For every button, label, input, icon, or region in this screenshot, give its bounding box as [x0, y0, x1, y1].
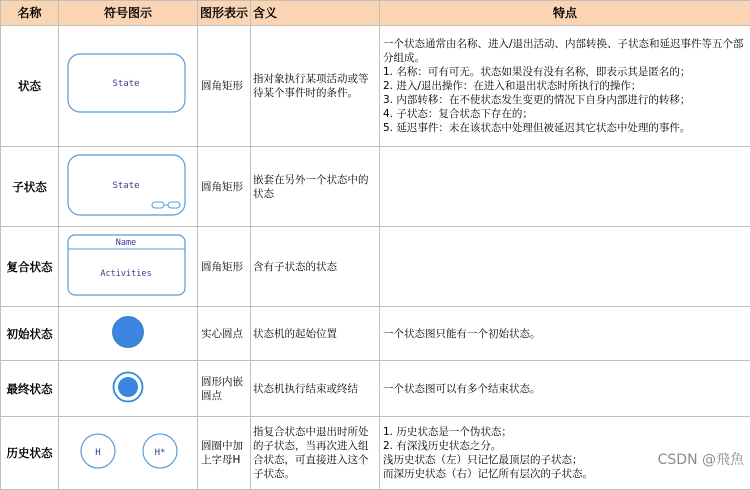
- substate-symbol: [59, 147, 198, 227]
- shallow-history-label: H: [95, 448, 100, 458]
- feature-line: 2. 进入/退出操作：在进入和退出状态时所执行的操作；: [383, 79, 748, 93]
- row-shape: 圆角矩形: [198, 227, 251, 307]
- table-row: [1, 227, 750, 307]
- header-row: [1, 1, 750, 26]
- final-state-symbol: [59, 361, 198, 417]
- watermark: CSDN @飛魚: [658, 449, 744, 469]
- state-symbol: [59, 26, 198, 147]
- row-name: 初始状态: [1, 307, 59, 361]
- row-features: [380, 147, 750, 227]
- table-row: [1, 417, 750, 490]
- row-features: [380, 361, 750, 417]
- row-name: 复合状态: [1, 227, 59, 307]
- feature-line: 而深历史状态（右）记忆所有层次的子状态。: [383, 467, 748, 481]
- row-name: 最终状态: [1, 361, 59, 417]
- feature-line: 3. 内部转移：在不使状态发生变更的情况下自身内部进行的转移；: [383, 93, 748, 107]
- header-name: 名称: [1, 1, 59, 26]
- table-row: [1, 26, 750, 147]
- composite-name-label: Name: [115, 238, 135, 248]
- table-row: [1, 147, 750, 227]
- feature-line: 1. 名称：可有可无。状态如果没有没有名称，即表示其是匿名的；: [383, 65, 748, 79]
- row-meaning: 指对象执行某项活动或等待某个事件时的条件。: [251, 26, 380, 147]
- feature-line: 1. 历史状态是一个伪状态；: [383, 425, 748, 439]
- row-meaning: 状态机的起始位置: [251, 307, 380, 361]
- row-shape: 实心圆点: [198, 307, 251, 361]
- row-name: 历史状态: [1, 417, 59, 490]
- composite-state-symbol: [59, 227, 198, 307]
- row-name: 子状态: [1, 147, 59, 227]
- state-label: State: [112, 181, 139, 191]
- row-shape: 圆形内嵌圆点: [198, 361, 251, 417]
- header-symbol: 符号图示: [59, 1, 198, 26]
- row-meaning: 含有子状态的状态: [251, 227, 380, 307]
- feature-line: 5. 延迟事件：未在该状态中处理但被延迟其它状态中处理的事件。: [383, 121, 748, 135]
- row-name: 状态: [1, 26, 59, 147]
- table-row: [1, 361, 750, 417]
- state-label: State: [112, 79, 139, 89]
- row-features: [380, 227, 750, 307]
- composite-activities-label: Activities: [100, 269, 151, 279]
- row-features: [380, 307, 750, 361]
- header-shape: 图形表示: [198, 1, 251, 26]
- feature-line: 2. 有深浅历史状态之分。: [383, 439, 748, 453]
- row-shape: 圆圈中加上字母H: [198, 417, 251, 490]
- header-features: 特点: [380, 1, 750, 26]
- history-state-symbol: [59, 417, 198, 490]
- row-shape: 圆角矩形: [198, 147, 251, 227]
- feature-line: 一个状态图只能有一个初始状态。: [383, 327, 748, 341]
- row-meaning: 嵌套在另外一个状态中的状态: [251, 147, 380, 227]
- initial-state-symbol: [59, 307, 198, 361]
- feature-line: 一个状态图可以有多个结束状态。: [383, 382, 748, 396]
- deep-history-label: H*: [154, 448, 165, 458]
- row-meaning: 状态机执行结束或终结: [251, 361, 380, 417]
- feature-line: 一个状态通常由名称、进入/退出活动、内部转换、子状态和延迟事件等五个部分组成。: [383, 37, 748, 65]
- row-features: [380, 26, 750, 147]
- table-row: [1, 307, 750, 361]
- feature-line: 浅历史状态（左）只记忆最顶层的子状态；: [383, 453, 748, 467]
- feature-line: 4. 子状态：复合状态下存在的；: [383, 107, 748, 121]
- header-meaning: 含义: [251, 1, 380, 26]
- row-meaning: 指复合状态中退出时所处的子状态，当再次进入组合状态，可直接进入这个子状态。: [251, 417, 380, 490]
- row-shape: 圆角矩形: [198, 26, 251, 147]
